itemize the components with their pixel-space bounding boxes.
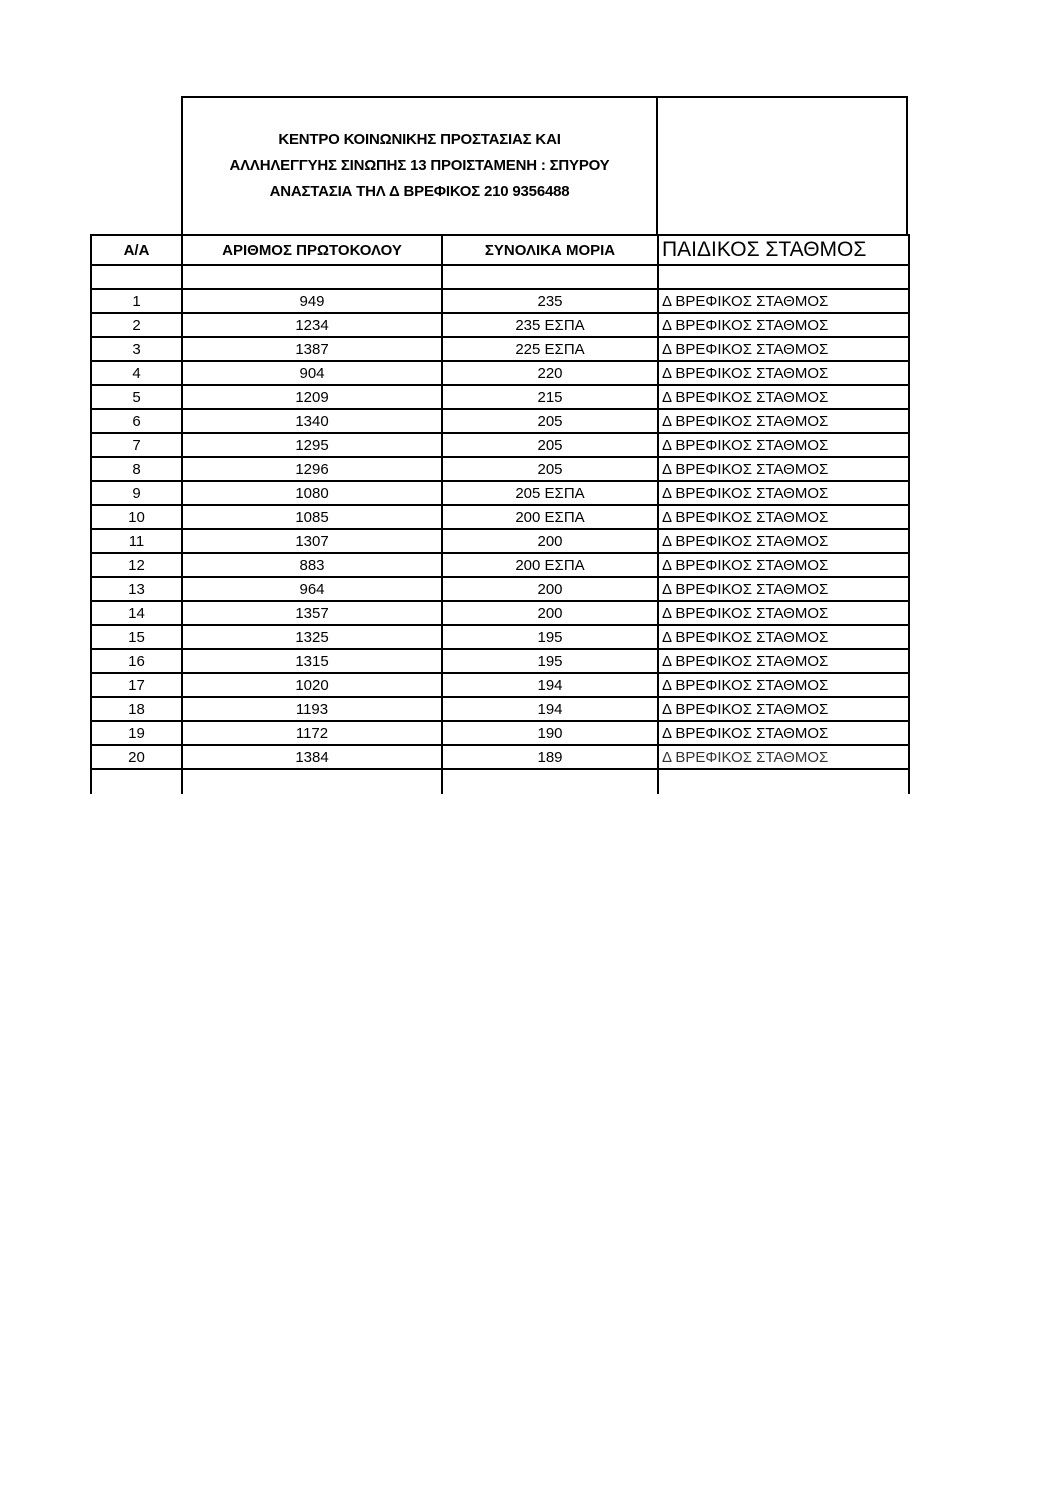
total-points-cell: 215 <box>442 385 658 409</box>
title-line-1: ΚΕΝΤΡΟ ΚΟΙΝΩΝΙΚΗΣ ΠΡΟΣΤΑΣΙΑΣ ΚΑΙ <box>278 131 561 148</box>
table-row <box>91 505 909 529</box>
total-points-cell: 189 <box>442 745 658 769</box>
blank-cell <box>91 265 182 289</box>
protocol-number-cell: 1080 <box>182 481 442 505</box>
row-number-cell: 5 <box>91 385 182 409</box>
protocol-number-cell: 1296 <box>182 457 442 481</box>
protocol-number-cell: 1340 <box>182 409 442 433</box>
protocol-number-cell: 949 <box>182 289 442 313</box>
school-cell: Δ ΒΡΕΦΙΚΟΣ ΣΤΑΘΜΟΣ <box>658 649 909 673</box>
school-cell: Δ ΒΡΕΦΙΚΟΣ ΣΤΑΘΜΟΣ <box>658 697 909 721</box>
protocol-number-cell: 1172 <box>182 721 442 745</box>
school-cell: Δ ΒΡΕΦΙΚΟΣ ΣΤΑΘΜΟΣ <box>658 481 909 505</box>
table-row <box>91 337 909 361</box>
document-sheet <box>90 96 908 794</box>
blank-cell <box>442 769 658 794</box>
applicants-table <box>90 234 910 794</box>
table-row <box>91 529 909 553</box>
table-row <box>91 601 909 625</box>
protocol-number-cell: 904 <box>182 361 442 385</box>
table-row <box>91 625 909 649</box>
protocol-number-cell: 883 <box>182 553 442 577</box>
title-empty-cell <box>656 96 908 234</box>
protocol-number-cell: 1295 <box>182 433 442 457</box>
table-row <box>91 481 909 505</box>
total-points-cell: 194 <box>442 673 658 697</box>
school-cell: Δ ΒΡΕΦΙΚΟΣ ΣΤΑΘΜΟΣ <box>658 409 909 433</box>
table-row <box>91 721 909 745</box>
school-cell: Δ ΒΡΕΦΙΚΟΣ ΣΤΑΘΜΟΣ <box>658 313 909 337</box>
title-cell <box>181 96 656 234</box>
total-points-cell: 220 <box>442 361 658 385</box>
row-number-cell: 19 <box>91 721 182 745</box>
school-cell: Δ ΒΡΕΦΙΚΟΣ ΣΤΑΘΜΟΣ <box>658 625 909 649</box>
table-row <box>91 361 909 385</box>
total-points-cell: 200 ΕΣΠΑ <box>442 505 658 529</box>
table-row <box>91 385 909 409</box>
row-number-cell: 8 <box>91 457 182 481</box>
total-points-cell: 195 <box>442 649 658 673</box>
title-line-3: ΑΝΑΣΤΑΣΙΑ ΤΗΛ Δ ΒΡΕΦΙΚΟΣ 210 9356488 <box>269 183 570 200</box>
title-line-2: ΑΛΛΗΛΕΓΓΥΗΣ ΣΙΝΩΠΗΣ 13 ΠΡΟΙΣΤΑΜΕΝΗ : ΣΠΥΡΟΥ <box>229 157 610 174</box>
row-number-cell: 17 <box>91 673 182 697</box>
total-points-cell: 205 ΕΣΠΑ <box>442 481 658 505</box>
trailing-empty-row <box>91 769 909 794</box>
total-points-cell: 194 <box>442 697 658 721</box>
row-number-cell: 16 <box>91 649 182 673</box>
row-number-cell: 13 <box>91 577 182 601</box>
table-row <box>91 409 909 433</box>
total-points-cell: 205 <box>442 409 658 433</box>
total-points-cell: 200 <box>442 577 658 601</box>
protocol-number-cell: 1193 <box>182 697 442 721</box>
total-points-cell: 225 ΕΣΠΑ <box>442 337 658 361</box>
protocol-number-cell: 1209 <box>182 385 442 409</box>
row-number-cell: 15 <box>91 625 182 649</box>
title-row <box>90 96 908 236</box>
blank-cell <box>182 265 442 289</box>
protocol-number-cell: 1234 <box>182 313 442 337</box>
school-cell: Δ ΒΡΕΦΙΚΟΣ ΣΤΑΘΜΟΣ <box>658 361 909 385</box>
protocol-number-cell: 1357 <box>182 601 442 625</box>
total-points-cell: 200 <box>442 601 658 625</box>
blank-cell <box>658 265 909 289</box>
school-cell: Δ ΒΡΕΦΙΚΟΣ ΣΤΑΘΜΟΣ <box>658 529 909 553</box>
school-cell: Δ ΒΡΕΦΙΚΟΣ ΣΤΑΘΜΟΣ <box>658 337 909 361</box>
protocol-number-cell: 1315 <box>182 649 442 673</box>
protocol-number-cell: 1307 <box>182 529 442 553</box>
row-number-cell: 4 <box>91 361 182 385</box>
blank-cell <box>658 769 909 794</box>
blank-cell <box>442 265 658 289</box>
header-protocol-number: ΑΡΙΘΜΟΣ ΠΡΩΤΟΚΟΛΟΥ <box>182 235 442 265</box>
school-cell: Δ ΒΡΕΦΙΚΟΣ ΣΤΑΘΜΟΣ <box>658 457 909 481</box>
header-aa: Α/Α <box>91 235 182 265</box>
school-cell: Δ ΒΡΕΦΙΚΟΣ ΣΤΑΘΜΟΣ <box>658 433 909 457</box>
table-row <box>91 433 909 457</box>
header-row <box>91 235 909 265</box>
blank-row <box>91 265 909 289</box>
table-row <box>91 577 909 601</box>
protocol-number-cell: 1085 <box>182 505 442 529</box>
row-number-cell: 7 <box>91 433 182 457</box>
table-row <box>91 553 909 577</box>
row-number-cell: 9 <box>91 481 182 505</box>
school-cell: Δ ΒΡΕΦΙΚΟΣ ΣΤΑΘΜΟΣ <box>658 745 909 769</box>
school-cell: Δ ΒΡΕΦΙΚΟΣ ΣΤΑΘΜΟΣ <box>658 505 909 529</box>
table-row <box>91 697 909 721</box>
school-cell: Δ ΒΡΕΦΙΚΟΣ ΣΤΑΘΜΟΣ <box>658 553 909 577</box>
row-number-cell: 3 <box>91 337 182 361</box>
total-points-cell: 235 ΕΣΠΑ <box>442 313 658 337</box>
protocol-number-cell: 1387 <box>182 337 442 361</box>
school-cell: Δ ΒΡΕΦΙΚΟΣ ΣΤΑΘΜΟΣ <box>658 289 909 313</box>
header-school: ΠΑΙΔΙΚΟΣ ΣΤΑΘΜΟΣ <box>658 235 909 265</box>
total-points-cell: 205 <box>442 457 658 481</box>
row-number-cell: 6 <box>91 409 182 433</box>
table-body <box>91 265 909 794</box>
table-row <box>91 745 909 769</box>
total-points-cell: 195 <box>442 625 658 649</box>
protocol-number-cell: 964 <box>182 577 442 601</box>
table-row <box>91 673 909 697</box>
blank-cell <box>182 769 442 794</box>
school-cell: Δ ΒΡΕΦΙΚΟΣ ΣΤΑΘΜΟΣ <box>658 721 909 745</box>
title-text <box>230 127 610 205</box>
school-cell: Δ ΒΡΕΦΙΚΟΣ ΣΤΑΘΜΟΣ <box>658 601 909 625</box>
blank-cell <box>91 769 182 794</box>
table-row <box>91 649 909 673</box>
table-row <box>91 289 909 313</box>
protocol-number-cell: 1325 <box>182 625 442 649</box>
protocol-number-cell: 1384 <box>182 745 442 769</box>
header-total-points: ΣΥΝΟΛΙΚΑ ΜΟΡΙΑ <box>442 235 658 265</box>
school-cell: Δ ΒΡΕΦΙΚΟΣ ΣΤΑΘΜΟΣ <box>658 673 909 697</box>
total-points-cell: 200 ΕΣΠΑ <box>442 553 658 577</box>
row-number-cell: 2 <box>91 313 182 337</box>
row-number-cell: 10 <box>91 505 182 529</box>
school-cell: Δ ΒΡΕΦΙΚΟΣ ΣΤΑΘΜΟΣ <box>658 385 909 409</box>
total-points-cell: 235 <box>442 289 658 313</box>
total-points-cell: 205 <box>442 433 658 457</box>
table-row <box>91 313 909 337</box>
school-cell: Δ ΒΡΕΦΙΚΟΣ ΣΤΑΘΜΟΣ <box>658 577 909 601</box>
row-number-cell: 12 <box>91 553 182 577</box>
protocol-number-cell: 1020 <box>182 673 442 697</box>
row-number-cell: 1 <box>91 289 182 313</box>
row-number-cell: 20 <box>91 745 182 769</box>
row-number-cell: 14 <box>91 601 182 625</box>
row-number-cell: 11 <box>91 529 182 553</box>
total-points-cell: 190 <box>442 721 658 745</box>
row-number-cell: 18 <box>91 697 182 721</box>
table-row <box>91 457 909 481</box>
total-points-cell: 200 <box>442 529 658 553</box>
